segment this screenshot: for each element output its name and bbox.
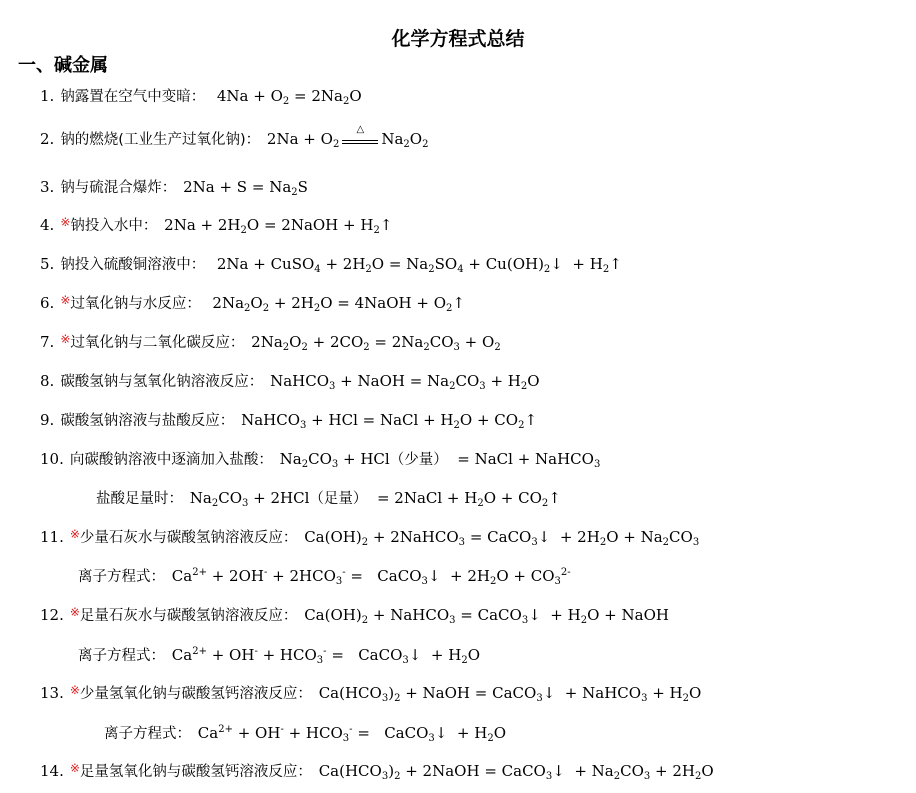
equation-line-2: 2. 钠的燃烧(工业生产过氧化钠)： $2Na + O_2$ △ $Na_2O_2$ [40, 124, 429, 150]
important-star-icon: ※ [69, 683, 80, 697]
equation-line-7: 7. ※过氧化钠与二氧化碳反应： $2Na_2O_2 + 2CO_2 = 2Na_2CO_3 + O_2$ [40, 332, 501, 353]
important-star-icon: ※ [69, 527, 80, 541]
section-heading: 一、碱金属 [18, 55, 108, 76]
equation-line-12: 12. ※足量石灰水与碳酸氢钠溶液反应： $Ca(OH)_2$ + NaHCO$_3$ = CaCO$_3$↓ + $H_2O$ + NaOH [40, 605, 669, 626]
ionic-equation-13: 离子方程式： $Ca^{2+} + OH^- + HCO_3^-$ = CaCO$_3$↓ + $H_2O$ [104, 724, 506, 744]
equation-line-3: 3. 钠与硫混合爆炸： $2Na + S = Na_2S$ [40, 178, 308, 198]
equation-line-13: 13. ※少量氢氧化钠与碳酸氢钙溶液反应： $Ca(HCO_3)_2$ + NaOH = CaCO$_3$↓ + NaHCO$_3$ + $H_2O$ [40, 683, 702, 704]
equation-line-14: 14. ※足量氢氧化钠与碳酸氢钙溶液反应： $Ca(HCO_3)_2$ + 2NaOH = CaCO$_3$↓ + $Na_2CO_3 + 2H_2O$ [40, 761, 714, 782]
equation-line-5: 5. 钠投入硫酸铜溶液中： 2Na + CuSO$_4$ + $2H_2O = Na_2SO_4$ + $Cu(OH)_2↓$ + $H_2↑$ [40, 255, 622, 275]
equation-line-11: 11. ※少量石灰水与碳酸氢钠溶液反应： $Ca(OH)_2$ + 2NaHCO$_3$ = CaCO$_3$↓ + $2H_2O + Na_2CO_3$ [40, 527, 700, 548]
heat-condition-sign: △ [342, 131, 378, 144]
equation-line-8: 8. 碳酸氢钠与氢氧化钠溶液反应： NaHCO$_3$ + NaOH = $Na_2CO_3 + H_2O$ [40, 372, 540, 392]
equation-line-10: 10. 向碳酸钠溶液中逐滴加入盐酸： $Na_2CO_3 + HCl$（少量） = NaCl + NaHCO$_3$ [40, 450, 601, 470]
ionic-equation-12: 离子方程式： $Ca^{2+} + OH^- + HCO_3^-$ = CaCO$_3$↓ + $H_2O$ [78, 646, 480, 666]
important-star-icon: ※ [69, 761, 80, 775]
equation-line-10b: 盐酸足量时： $Na_2CO_3 + 2HCl$（足量） = 2NaCl + $H_2O$ + $CO_2↑$ [96, 489, 561, 509]
important-star-icon: ※ [60, 293, 71, 307]
important-star-icon: ※ [69, 605, 80, 619]
page-title: 化学方程式总结 [391, 28, 525, 50]
equation-line-4: 4. ※钠投入水中： $2Na + 2H_2O$ = 2NaOH + $H_2↑$ [40, 215, 393, 236]
equation-line-9: 9. 碳酸氢钠溶液与盐酸反应： NaHCO$_3$ + HCl = NaCl + $H_2O$ + $CO_2↑$ [40, 411, 538, 431]
important-star-icon: ※ [60, 215, 71, 229]
ionic-equation-11: 离子方程式： $Ca^{2+} + 2OH^- + 2HCO_3^-$ = CaCO$_3$↓ + $2H_2O + CO_3^{2-}$ [78, 567, 571, 587]
equation-line-6: 6. ※过氧化钠与水反应： $2Na_2O_2 + 2H_2O$ = 4NaOH + $O_2↑$ [40, 293, 465, 314]
important-star-icon: ※ [60, 332, 71, 346]
equation-line-1: 1. 钠露置在空气中变暗： $4Na + O_2 = 2Na_2O$ [40, 87, 362, 107]
